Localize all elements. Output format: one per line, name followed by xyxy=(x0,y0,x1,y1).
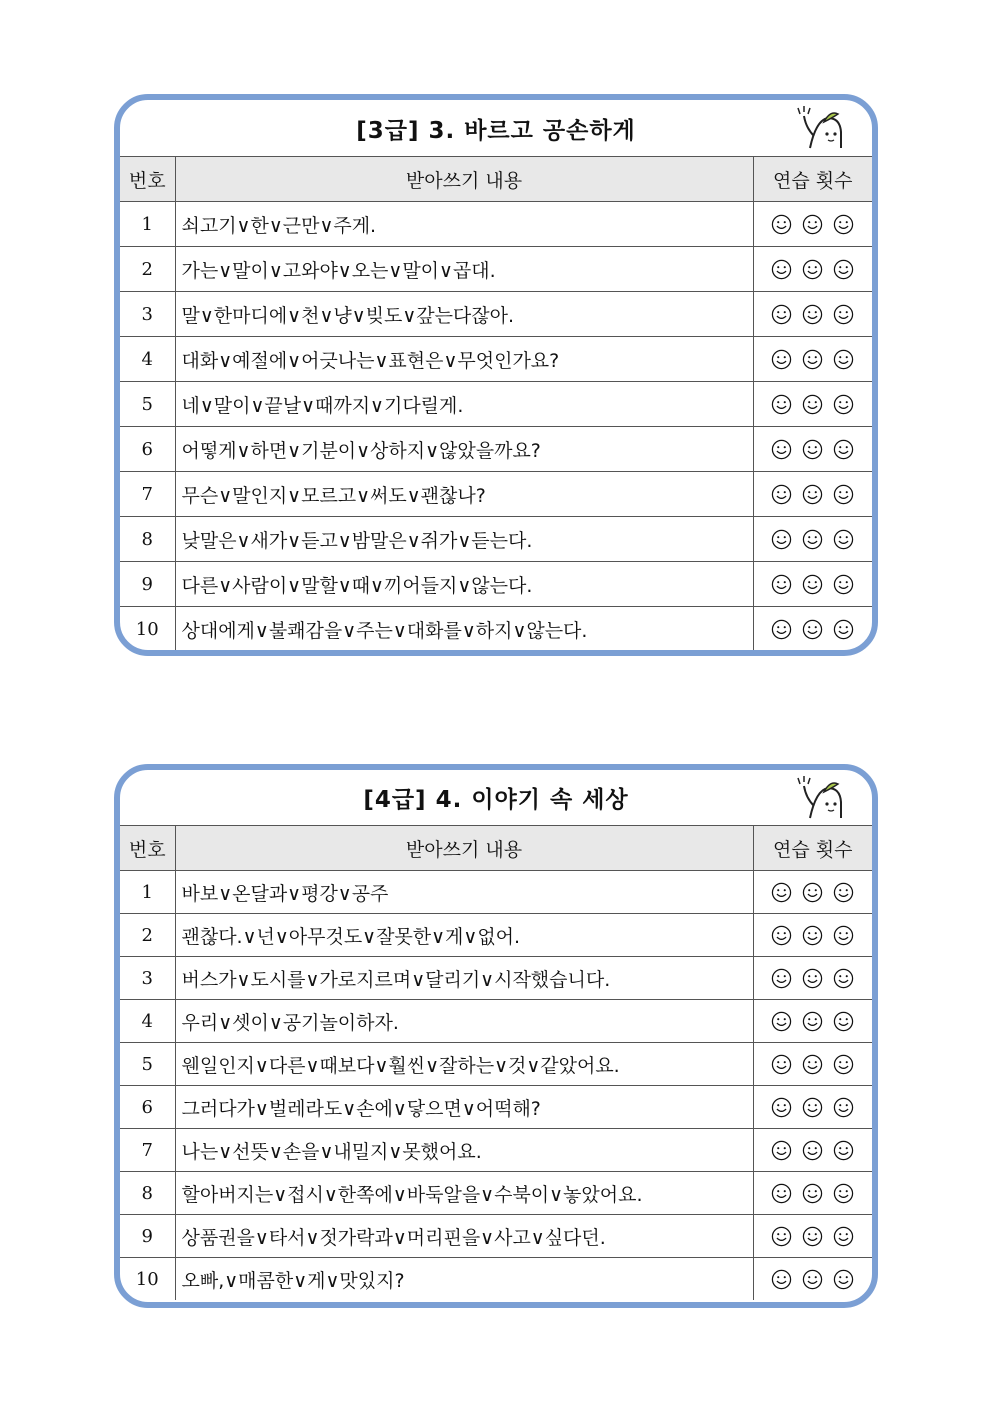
smiley-icon[interactable] xyxy=(802,882,823,903)
table-row xyxy=(120,517,872,562)
table-row xyxy=(120,1172,872,1215)
row-number: 5 xyxy=(120,382,175,427)
smiley-icon[interactable] xyxy=(833,304,854,325)
smiley-icon[interactable] xyxy=(833,574,854,595)
smiley-icon[interactable] xyxy=(771,1140,792,1161)
smiley-icon[interactable] xyxy=(771,619,792,640)
row-sentence: 바보∨온달과∨평강∨공주 xyxy=(175,871,753,914)
practice-count-cell xyxy=(753,292,872,337)
smiley-icon[interactable] xyxy=(802,1140,823,1161)
smiley-icon[interactable] xyxy=(771,925,792,946)
smiley-icon[interactable] xyxy=(802,968,823,989)
table-row xyxy=(120,871,872,914)
table-header-row xyxy=(120,157,872,202)
smiley-icon[interactable] xyxy=(771,484,792,505)
smiley-icon[interactable] xyxy=(833,439,854,460)
smiley-icon[interactable] xyxy=(802,1011,823,1032)
smiley-icon[interactable] xyxy=(802,1226,823,1247)
row-number: 9 xyxy=(120,1215,175,1258)
practice-count-cell xyxy=(753,1000,872,1043)
smiley-icon[interactable] xyxy=(802,574,823,595)
smiley-icon[interactable] xyxy=(833,259,854,280)
smiley-icon[interactable] xyxy=(833,1183,854,1204)
row-sentence: 나는∨선뜻∨손을∨내밀지∨못했어요. xyxy=(175,1129,753,1172)
dictation-table xyxy=(120,826,872,1300)
table-row xyxy=(120,202,872,247)
waving-sprout-icon xyxy=(786,776,846,820)
row-number: 3 xyxy=(120,957,175,1000)
practice-count-cell xyxy=(753,871,872,914)
row-sentence: 상대에게∨불쾌감을∨주는∨대화를∨하지∨않는다. xyxy=(175,607,753,652)
smiley-icon[interactable] xyxy=(802,619,823,640)
smiley-icon[interactable] xyxy=(771,1054,792,1075)
row-number: 3 xyxy=(120,292,175,337)
row-number: 8 xyxy=(120,517,175,562)
row-number: 1 xyxy=(120,871,175,914)
smiley-icon[interactable] xyxy=(802,529,823,550)
table-header-row xyxy=(120,826,872,871)
table-row xyxy=(120,607,872,652)
table-row xyxy=(120,247,872,292)
smiley-icon[interactable] xyxy=(771,574,792,595)
smiley-icon[interactable] xyxy=(833,619,854,640)
smiley-icon[interactable] xyxy=(771,304,792,325)
practice-count-cell xyxy=(753,1215,872,1258)
smiley-icon[interactable] xyxy=(802,1269,823,1290)
practice-count-cell xyxy=(753,202,872,247)
practice-count-cell xyxy=(753,472,872,517)
row-sentence: 우리∨셋이∨공기놀이하자. xyxy=(175,1000,753,1043)
header-practice-count: 연습 횟수 xyxy=(753,157,872,202)
practice-count-cell xyxy=(753,427,872,472)
smiley-icon[interactable] xyxy=(771,1183,792,1204)
waving-sprout-icon xyxy=(786,106,846,150)
smiley-icon[interactable] xyxy=(833,1011,854,1032)
practice-count-cell xyxy=(753,247,872,292)
smiley-icon[interactable] xyxy=(833,882,854,903)
table-row xyxy=(120,914,872,957)
table-body xyxy=(120,202,872,652)
header-practice-count: 연습 횟수 xyxy=(753,826,872,871)
row-sentence: 낮말은∨새가∨듣고∨밤말은∨쥐가∨듣는다. xyxy=(175,517,753,562)
row-number: 2 xyxy=(120,914,175,957)
smiley-icon[interactable] xyxy=(771,1097,792,1118)
row-sentence: 쇠고기∨한∨근만∨주게. xyxy=(175,202,753,247)
smiley-icon[interactable] xyxy=(802,349,823,370)
practice-count-cell xyxy=(753,517,872,562)
table-row xyxy=(120,292,872,337)
row-number: 6 xyxy=(120,1086,175,1129)
smiley-icon[interactable] xyxy=(833,1269,854,1290)
smiley-icon[interactable] xyxy=(802,1097,823,1118)
table-row xyxy=(120,1043,872,1086)
dictation-card-grade4 xyxy=(114,764,878,1308)
smiley-icon[interactable] xyxy=(833,968,854,989)
row-sentence: 버스가∨도시를∨가로지르며∨달리기∨시작했습니다. xyxy=(175,957,753,1000)
smiley-icon[interactable] xyxy=(802,439,823,460)
practice-count-cell xyxy=(753,562,872,607)
row-number: 7 xyxy=(120,472,175,517)
smiley-icon[interactable] xyxy=(833,1054,854,1075)
row-sentence: 대화∨예절에∨어긋나는∨표현은∨무엇인가요? xyxy=(175,337,753,382)
smiley-icon[interactable] xyxy=(771,259,792,280)
dictation-table xyxy=(120,157,872,651)
card-title-text: [4급] 4. 이야기 속 세상 xyxy=(363,787,629,813)
smiley-icon[interactable] xyxy=(771,968,792,989)
row-number: 2 xyxy=(120,247,175,292)
dictation-card-grade3 xyxy=(114,94,878,656)
row-sentence: 상품권을∨타서∨젓가락과∨머리핀을∨사고∨싶다던. xyxy=(175,1215,753,1258)
table-body xyxy=(120,871,872,1301)
table-row xyxy=(120,1086,872,1129)
table-row xyxy=(120,472,872,517)
smiley-icon[interactable] xyxy=(771,349,792,370)
smiley-icon[interactable] xyxy=(771,1269,792,1290)
table-row xyxy=(120,1129,872,1172)
header-number: 번호 xyxy=(120,157,175,202)
row-sentence: 어떻게∨하면∨기분이∨상하지∨않았을까요? xyxy=(175,427,753,472)
row-sentence: 무슨∨말인지∨모르고∨써도∨괜찮나? xyxy=(175,472,753,517)
smiley-icon[interactable] xyxy=(833,1097,854,1118)
table-row xyxy=(120,427,872,472)
smiley-icon[interactable] xyxy=(771,882,792,903)
row-number: 6 xyxy=(120,427,175,472)
smiley-icon[interactable] xyxy=(833,349,854,370)
table-row xyxy=(120,1000,872,1043)
smiley-icon[interactable] xyxy=(802,1054,823,1075)
practice-count-cell xyxy=(753,337,872,382)
practice-count-cell xyxy=(753,914,872,957)
practice-count-cell xyxy=(753,607,872,652)
practice-count-cell xyxy=(753,1043,872,1086)
smiley-icon[interactable] xyxy=(771,214,792,235)
row-sentence: 말∨한마디에∨천∨냥∨빚도∨갚는다잖아. xyxy=(175,292,753,337)
practice-count-cell xyxy=(753,1258,872,1301)
smiley-icon[interactable] xyxy=(802,214,823,235)
card-title xyxy=(120,100,872,157)
row-sentence: 할아버지는∨접시∨한쪽에∨바둑알을∨수북이∨놓았어요. xyxy=(175,1172,753,1215)
smiley-icon[interactable] xyxy=(771,1226,792,1247)
row-sentence: 그러다가∨벌레라도∨손에∨닿으면∨어떡해? xyxy=(175,1086,753,1129)
header-number: 번호 xyxy=(120,826,175,871)
table-row xyxy=(120,957,872,1000)
smiley-icon[interactable] xyxy=(833,1226,854,1247)
row-number: 7 xyxy=(120,1129,175,1172)
table-row xyxy=(120,562,872,607)
row-sentence: 네∨말이∨끝날∨때까지∨기다릴게. xyxy=(175,382,753,427)
smiley-icon[interactable] xyxy=(771,394,792,415)
smiley-icon[interactable] xyxy=(802,925,823,946)
header-content: 받아쓰기 내용 xyxy=(175,826,753,871)
smiley-icon[interactable] xyxy=(802,394,823,415)
table-row xyxy=(120,1258,872,1301)
smiley-icon[interactable] xyxy=(771,439,792,460)
smiley-icon[interactable] xyxy=(833,1140,854,1161)
smiley-icon[interactable] xyxy=(802,304,823,325)
practice-count-cell xyxy=(753,957,872,1000)
row-number: 9 xyxy=(120,562,175,607)
row-sentence: 다른∨사람이∨말할∨때∨끼어들지∨않는다. xyxy=(175,562,753,607)
smiley-icon[interactable] xyxy=(771,529,792,550)
smiley-icon[interactable] xyxy=(833,484,854,505)
row-number: 8 xyxy=(120,1172,175,1215)
row-number: 10 xyxy=(120,607,175,652)
header-content: 받아쓰기 내용 xyxy=(175,157,753,202)
table-row xyxy=(120,382,872,427)
smiley-icon[interactable] xyxy=(771,1011,792,1032)
practice-count-cell xyxy=(753,1086,872,1129)
row-sentence: 가는∨말이∨고와야∨오는∨말이∨곱대. xyxy=(175,247,753,292)
smiley-icon[interactable] xyxy=(833,394,854,415)
row-number: 1 xyxy=(120,202,175,247)
practice-count-cell xyxy=(753,1172,872,1215)
practice-count-cell xyxy=(753,382,872,427)
row-number: 5 xyxy=(120,1043,175,1086)
row-number: 4 xyxy=(120,337,175,382)
smiley-icon[interactable] xyxy=(833,529,854,550)
row-number: 10 xyxy=(120,1258,175,1301)
row-sentence: 웬일인지∨다른∨때보다∨훨씬∨잘하는∨것∨같았어요. xyxy=(175,1043,753,1086)
smiley-icon[interactable] xyxy=(833,214,854,235)
table-row xyxy=(120,1215,872,1258)
smiley-icon[interactable] xyxy=(802,259,823,280)
row-sentence: 오빠,∨매콤한∨게∨맛있지? xyxy=(175,1258,753,1301)
table-row xyxy=(120,337,872,382)
row-sentence: 괜찮다.∨넌∨아무것도∨잘못한∨게∨없어. xyxy=(175,914,753,957)
smiley-icon[interactable] xyxy=(802,484,823,505)
smiley-icon[interactable] xyxy=(833,925,854,946)
row-number: 4 xyxy=(120,1000,175,1043)
card-title xyxy=(120,770,872,826)
smiley-icon[interactable] xyxy=(802,1183,823,1204)
card-title-text: [3급] 3. 바르고 공손하게 xyxy=(356,117,636,144)
practice-count-cell xyxy=(753,1129,872,1172)
